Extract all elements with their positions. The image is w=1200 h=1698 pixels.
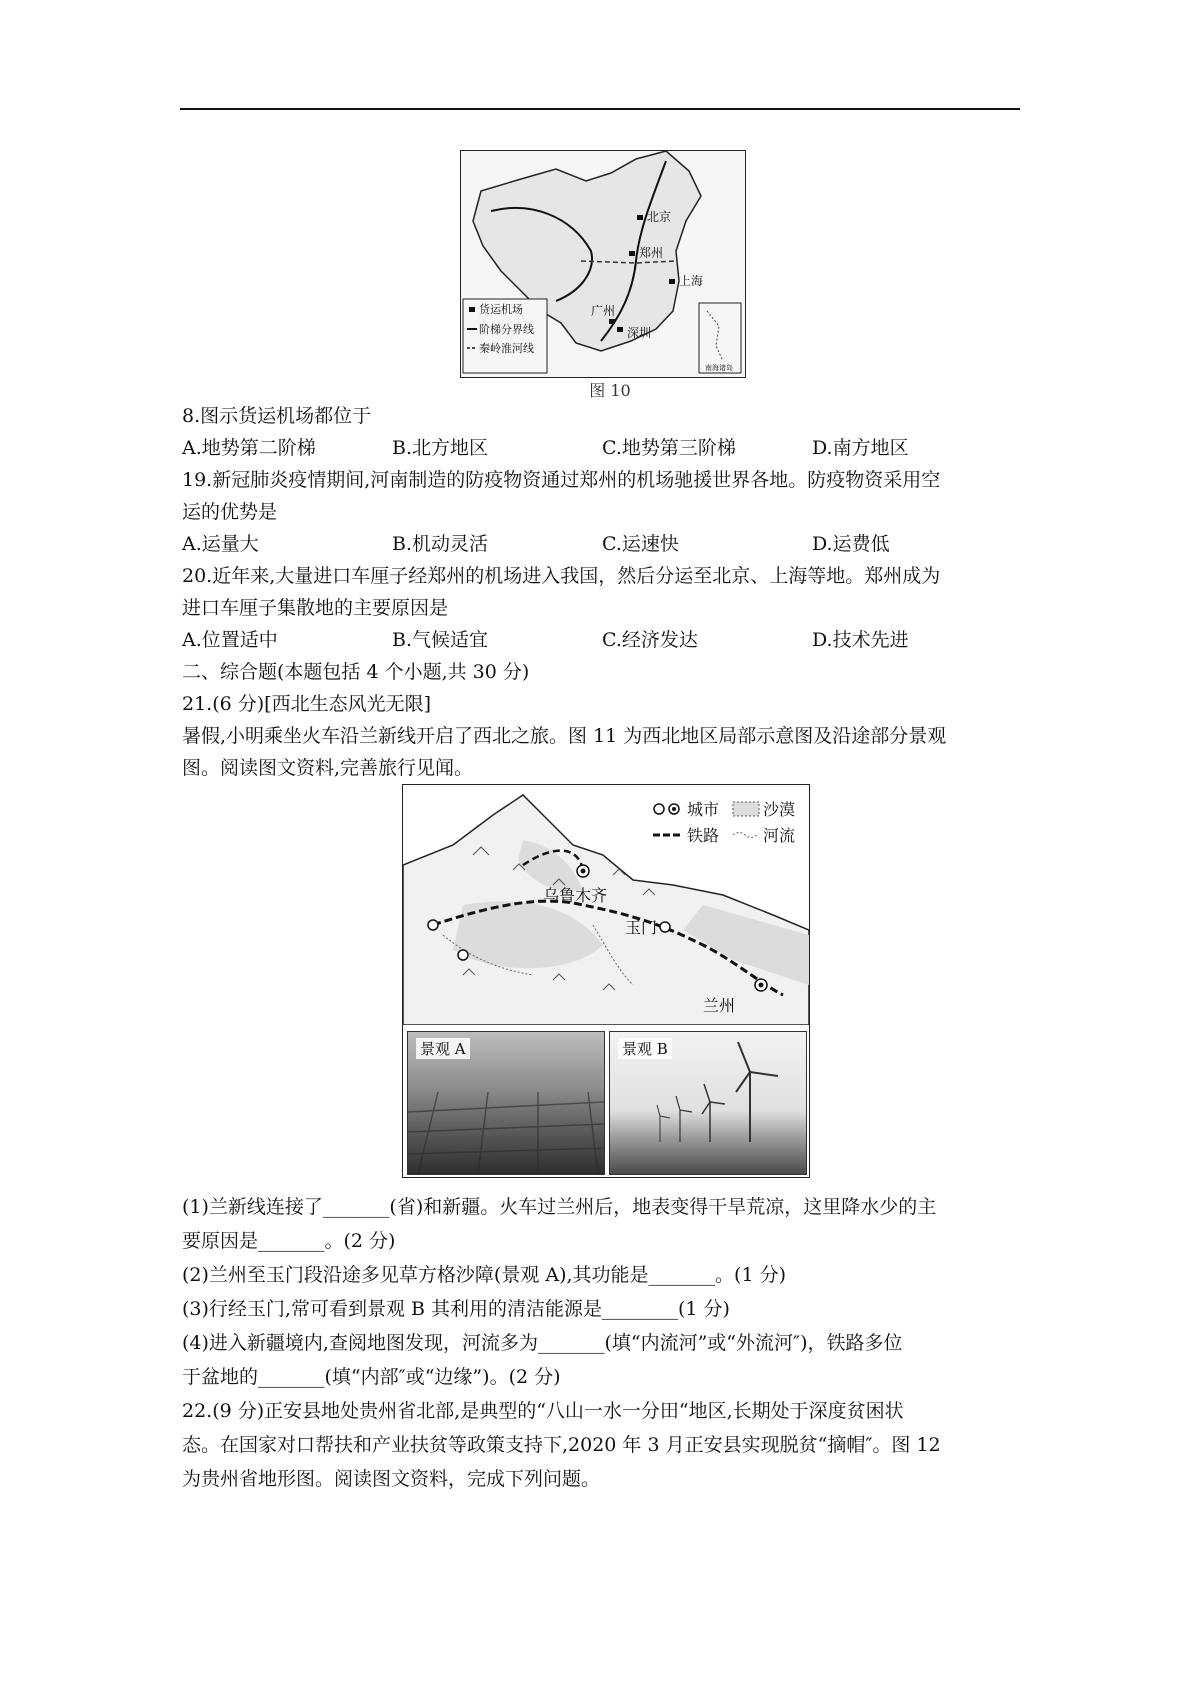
q20-option-a: A.位置适中	[182, 629, 278, 651]
q19-option-b: B.机动灵活	[392, 533, 489, 555]
q20-stem-line1: 20.近年来,大量进口车厘子经郑州的机场进入我国，然后分运至北京、上海等地。郑州成为	[182, 565, 941, 587]
legend-desert-icon	[733, 802, 759, 816]
q22-line3: 为贵州省地形图。阅读图文资料，完成下列问题。	[182, 1468, 601, 1490]
q21-intro-line2: 图。阅读图文资料,完善旅行见闻。	[182, 757, 474, 779]
airport-zhengzhou-icon	[629, 251, 635, 256]
landscape-a-photo	[407, 1031, 605, 1175]
south-china-sea-inset	[699, 303, 741, 373]
airport-shanghai-icon	[669, 279, 675, 284]
q22-line2: 态。在国家对口帮扶和产业扶贫等政策支持下,2020 年 3 月正安县实现脱贫“摘帽″。图 12	[182, 1434, 941, 1456]
q22-line1: 22.(9 分)正安县地处贵州省北部,是典型的“八山一水一分田“地区,长期处于深度贫困状	[182, 1400, 904, 1422]
landscape-b-label: 景观 B	[618, 1038, 672, 1059]
city-label-beijing: 北京	[647, 210, 672, 224]
city-label-guangzhou: 广州	[591, 304, 616, 318]
figure-11	[402, 784, 810, 1178]
inset-label: 南海诸岛	[705, 364, 733, 372]
northwest-map-graphic	[403, 785, 809, 1025]
city-urumqi-capital-dot	[581, 869, 586, 874]
city-label-zhengzhou: 郑州	[639, 246, 664, 260]
legend-desert-label: 沙漠	[763, 800, 796, 819]
city-west-icon	[428, 920, 438, 930]
china-map-graphic	[461, 151, 745, 377]
q18-stem: 8.图示货运机场都位于	[182, 405, 372, 427]
legend-railway-label: 铁路	[687, 826, 720, 845]
city-label-shanghai: 上海	[679, 274, 704, 288]
city-southwest-icon	[458, 950, 468, 960]
q21-part1-line2: 要原因是_______。(2 分)	[182, 1230, 396, 1252]
legend-city-label: 城市	[687, 800, 720, 819]
figure-10-caption: 图 10	[589, 381, 631, 400]
section2-heading: 二、综合题(本题包括 4 个小题,共 30 分)	[182, 661, 530, 683]
q19-options	[182, 528, 1022, 560]
northwest-map	[403, 785, 809, 1025]
q18-option-a: A.地势第二阶梯	[182, 437, 316, 459]
q18-option-c: C.地势第三阶梯	[602, 437, 736, 459]
legend-river-label: 河流	[763, 826, 796, 845]
q18-options	[182, 432, 1022, 464]
legend-capital-dot	[672, 807, 676, 811]
city-label-urumqi: 乌鲁木齐	[543, 886, 608, 905]
q21-part1-line1: (1)兰新线连接了_______(省)和新疆。火车过兰州后，地表变得干旱荒凉，这里降水少的主	[182, 1196, 937, 1218]
city-label-yumen: 玉门	[625, 918, 658, 937]
q21-part4-line2: 于盆地的_______(填“内部″或“边缘”)。(2 分)	[182, 1366, 561, 1388]
legend-city-icon	[654, 804, 664, 814]
city-yumen-icon	[660, 922, 670, 932]
figure-10-map	[460, 150, 746, 378]
legend-qinling-label: 秦岭淮河线	[479, 342, 534, 355]
q20-option-d: D.技术先进	[812, 629, 909, 651]
q19-stem-line2: 运的优势是	[182, 501, 278, 523]
q20-options	[182, 624, 1022, 656]
q18-option-d: D.南方地区	[812, 437, 909, 459]
q19-stem-line1: 19.新冠肺炎疫情期间,河南制造的防疫物资通过郑州的机场驰援世界各地。防疫物资采用空	[182, 469, 941, 491]
q20-option-c: C.经济发达	[602, 629, 698, 651]
q19-option-c: C.运速快	[602, 533, 679, 555]
questions-block-2	[182, 1190, 1022, 1496]
city-lanzhou-capital-dot	[759, 983, 764, 988]
q19-option-a: A.运量大	[182, 533, 259, 555]
q21-part3: (3)行经玉门,常可看到景观 B 其利用的清洁能源是________(1 分)	[182, 1298, 730, 1320]
legend-airport-label: 货运机场	[479, 303, 523, 316]
q20-stem-line2: 进口车厘子集散地的主要原因是	[182, 597, 449, 619]
city-label-lanzhou: 兰州	[703, 996, 736, 1015]
q19-option-d: D.运费低	[812, 533, 890, 555]
airport-guangzhou-icon	[609, 319, 615, 324]
q20-option-b: B.气候适宜	[392, 629, 489, 651]
landscape-b-photo	[609, 1031, 807, 1175]
legend-step-label: 阶梯分界线	[479, 323, 534, 336]
q21-part2: (2)兰州至玉门段沿途多见草方格沙障(景观 A),其功能是_______。(1 分)	[182, 1264, 786, 1286]
landscape-a-label: 景观 A	[416, 1038, 470, 1059]
q18-option-b: B.北方地区	[392, 437, 489, 459]
legend-river-icon	[733, 833, 757, 838]
city-label-shenzhen: 深圳	[627, 326, 652, 340]
airport-shenzhen-icon	[617, 327, 623, 332]
legend-airport-icon	[469, 307, 475, 312]
q21-title: 21.(6 分)[西北生态风光无限]	[182, 693, 431, 715]
header-rule	[180, 108, 1020, 110]
q21-part4-line1: (4)进入新疆境内,查阅地图发现，河流多为_______(填“内流河”或“外流河″)，铁路多位	[182, 1332, 903, 1354]
airport-beijing-icon	[637, 215, 643, 220]
questions-block	[182, 400, 1022, 784]
q21-intro-line1: 暑假,小明乘坐火车沿兰新线开启了西北之旅。图 11 为西北地区局部示意图及沿途部分景观	[182, 725, 947, 747]
